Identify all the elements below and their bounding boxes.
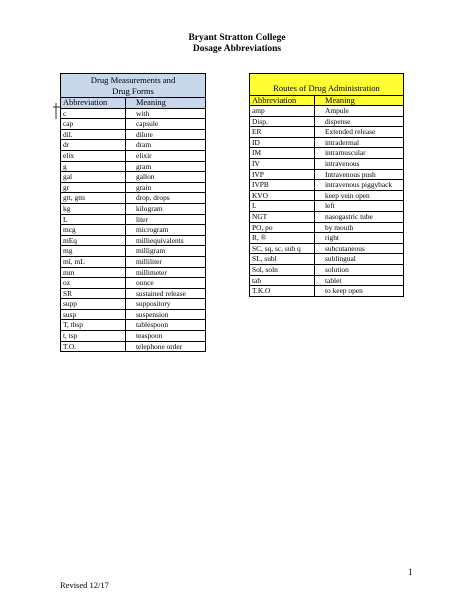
abbreviation-cell: mcg: [61, 225, 126, 236]
abbreviation-cell: dr: [61, 140, 126, 151]
meaning-cell: suspension: [126, 309, 206, 320]
table-row: [61, 119, 206, 130]
meaning-cell: subcutaneous: [315, 243, 404, 254]
table-row: [250, 265, 404, 276]
table-row: [250, 106, 404, 117]
abbreviation-cell: SC, sq, sc, sub q: [250, 243, 315, 254]
meaning-cell: Intravenous push: [315, 169, 404, 180]
table-row: [61, 193, 206, 204]
meaning-cell: Ampule: [315, 106, 404, 117]
table-row: [61, 172, 206, 183]
route-table-title: Routes of Drug Administration: [250, 74, 404, 96]
abbreviation-cell: supp: [61, 299, 126, 310]
abbreviation-cell: SR: [61, 288, 126, 299]
abbreviation-cell: ml, mL: [61, 256, 126, 267]
meaning-cell: left: [315, 201, 404, 212]
abbreviation-cell: L: [61, 214, 126, 225]
meaning-cell: dilute: [126, 129, 206, 140]
abbreviation-cell: oz: [61, 278, 126, 289]
table-row: [61, 246, 206, 257]
drug-measurements-table: [60, 73, 206, 352]
table-row: [250, 148, 404, 159]
table-row: [250, 286, 404, 297]
table-row: [61, 235, 206, 246]
meaning-cell: ounce: [126, 278, 206, 289]
meaning-cell: grain: [126, 182, 206, 193]
meaning-cell: intradermal: [315, 137, 404, 148]
table-row: [250, 159, 404, 170]
abbreviation-cell: gal: [61, 172, 126, 183]
drug-table-title: Drug Measurements and Drug Forms: [61, 74, 206, 98]
table-row: [250, 254, 404, 265]
abbreviation-cell: IVPB: [250, 180, 315, 191]
abbreviation-cell: c: [61, 108, 126, 119]
meaning-cell: drop, drops: [126, 193, 206, 204]
page-number: 1: [408, 567, 413, 577]
abbreviation-cell: T.O.: [61, 341, 126, 352]
routes-of-administration-table: [249, 73, 404, 297]
margin-mark: [52, 101, 60, 119]
meaning-cell: milliliter: [126, 256, 206, 267]
table-row: [61, 108, 206, 119]
table-row: [61, 320, 206, 331]
table-row: [61, 278, 206, 289]
abbreviation-cell: elix: [61, 150, 126, 161]
meaning-cell: millimeter: [126, 267, 206, 278]
abbreviation-cell: Sol, soln: [250, 265, 315, 276]
table-row: [250, 169, 404, 180]
meaning-cell: suppository: [126, 299, 206, 310]
column-header-meaning: Meaning: [126, 98, 206, 109]
table-row: [250, 127, 404, 138]
table-row: [61, 331, 206, 342]
abbreviation-cell: tab: [250, 275, 315, 286]
table-row: [250, 275, 404, 286]
abbreviation-cell: IVP: [250, 169, 315, 180]
meaning-cell: sublingual: [315, 254, 404, 265]
meaning-cell: tablet: [315, 275, 404, 286]
meaning-cell: Extended release: [315, 127, 404, 138]
abbreviation-cell: t, tsp: [61, 331, 126, 342]
meaning-cell: nasogastric tube: [315, 212, 404, 223]
route-table-column-header: [250, 95, 404, 106]
abbreviation-cell: cap: [61, 119, 126, 130]
table-row: [250, 116, 404, 127]
column-header-meaning: Meaning: [315, 95, 404, 106]
table-row: [250, 222, 404, 233]
table-row: [61, 150, 206, 161]
meaning-cell: milliequivalents: [126, 235, 206, 246]
meaning-cell: microgram: [126, 225, 206, 236]
meaning-cell: capsule: [126, 119, 206, 130]
abbreviation-cell: gtt, gtts: [61, 193, 126, 204]
page-subtitle: Dosage Abbreviations: [192, 44, 282, 54]
drug-table-column-header: [61, 98, 206, 109]
table-row: [61, 182, 206, 193]
abbreviation-cell: mEq: [61, 235, 126, 246]
meaning-cell: intravenous piggyback: [315, 180, 404, 191]
column-header-abbreviation: Abbreviation: [250, 95, 315, 106]
table-row: [250, 190, 404, 201]
column-header-abbreviation: Abbreviation: [61, 98, 126, 109]
page-title: Bryant Stratton College: [188, 33, 286, 43]
table-row: [61, 225, 206, 236]
meaning-cell: sustained release: [126, 288, 206, 299]
meaning-cell: milligram: [126, 246, 206, 257]
revision-note: Revised 12/17: [60, 580, 109, 590]
table-row: [250, 212, 404, 223]
meaning-cell: by mouth: [315, 222, 404, 233]
abbreviation-cell: gr: [61, 182, 126, 193]
abbreviation-cell: IM: [250, 148, 315, 159]
abbreviation-cell: kg: [61, 203, 126, 214]
meaning-cell: intramuscular: [315, 148, 404, 159]
meaning-cell: right: [315, 233, 404, 244]
table-row: [61, 309, 206, 320]
abbreviation-cell: IV: [250, 159, 315, 170]
abbreviation-cell: susp: [61, 309, 126, 320]
abbreviation-cell: NGT: [250, 212, 315, 223]
meaning-cell: to keep open: [315, 286, 404, 297]
meaning-cell: keep vein open: [315, 190, 404, 201]
abbreviation-cell: ER: [250, 127, 315, 138]
meaning-cell: solution: [315, 265, 404, 276]
abbreviation-cell: T.K.O: [250, 286, 315, 297]
meaning-cell: dispense: [315, 116, 404, 127]
route-table-title-row: [250, 74, 404, 96]
table-row: [61, 203, 206, 214]
table-row: [61, 267, 206, 278]
abbreviation-cell: mm: [61, 267, 126, 278]
drug-table-title-row: [61, 74, 206, 98]
meaning-cell: telephone order: [126, 341, 206, 352]
meaning-cell: teaspoon: [126, 331, 206, 342]
table-row: [61, 288, 206, 299]
abbreviation-cell: L: [250, 201, 315, 212]
table-row: [61, 140, 206, 151]
abbreviation-cell: g: [61, 161, 126, 172]
table-row: [61, 214, 206, 225]
meaning-cell: gram: [126, 161, 206, 172]
abbreviation-cell: SL, subl: [250, 254, 315, 265]
table-row: [250, 180, 404, 191]
abbreviation-cell: Disp.: [250, 116, 315, 127]
abbreviation-cell: mg: [61, 246, 126, 257]
meaning-cell: with: [126, 108, 206, 119]
abbreviation-cell: KVO: [250, 190, 315, 201]
table-row: [250, 137, 404, 148]
meaning-cell: dram: [126, 140, 206, 151]
abbreviation-cell: ID: [250, 137, 315, 148]
table-row: [61, 341, 206, 352]
meaning-cell: gallon: [126, 172, 206, 183]
table-row: [61, 129, 206, 140]
table-row: [61, 161, 206, 172]
abbreviation-cell: PO, po: [250, 222, 315, 233]
table-row: [250, 243, 404, 254]
abbreviation-cell: T, tbsp: [61, 320, 126, 331]
meaning-cell: elixir: [126, 150, 206, 161]
table-row: [250, 201, 404, 212]
abbreviation-cell: amp: [250, 106, 315, 117]
abbreviation-cell: R, ®: [250, 233, 315, 244]
table-row: [250, 233, 404, 244]
abbreviation-cell: dil.: [61, 129, 126, 140]
meaning-cell: intravenous: [315, 159, 404, 170]
meaning-cell: kilogram: [126, 203, 206, 214]
table-row: [61, 299, 206, 310]
meaning-cell: tablespoon: [126, 320, 206, 331]
meaning-cell: liter: [126, 214, 206, 225]
table-row: [61, 256, 206, 267]
